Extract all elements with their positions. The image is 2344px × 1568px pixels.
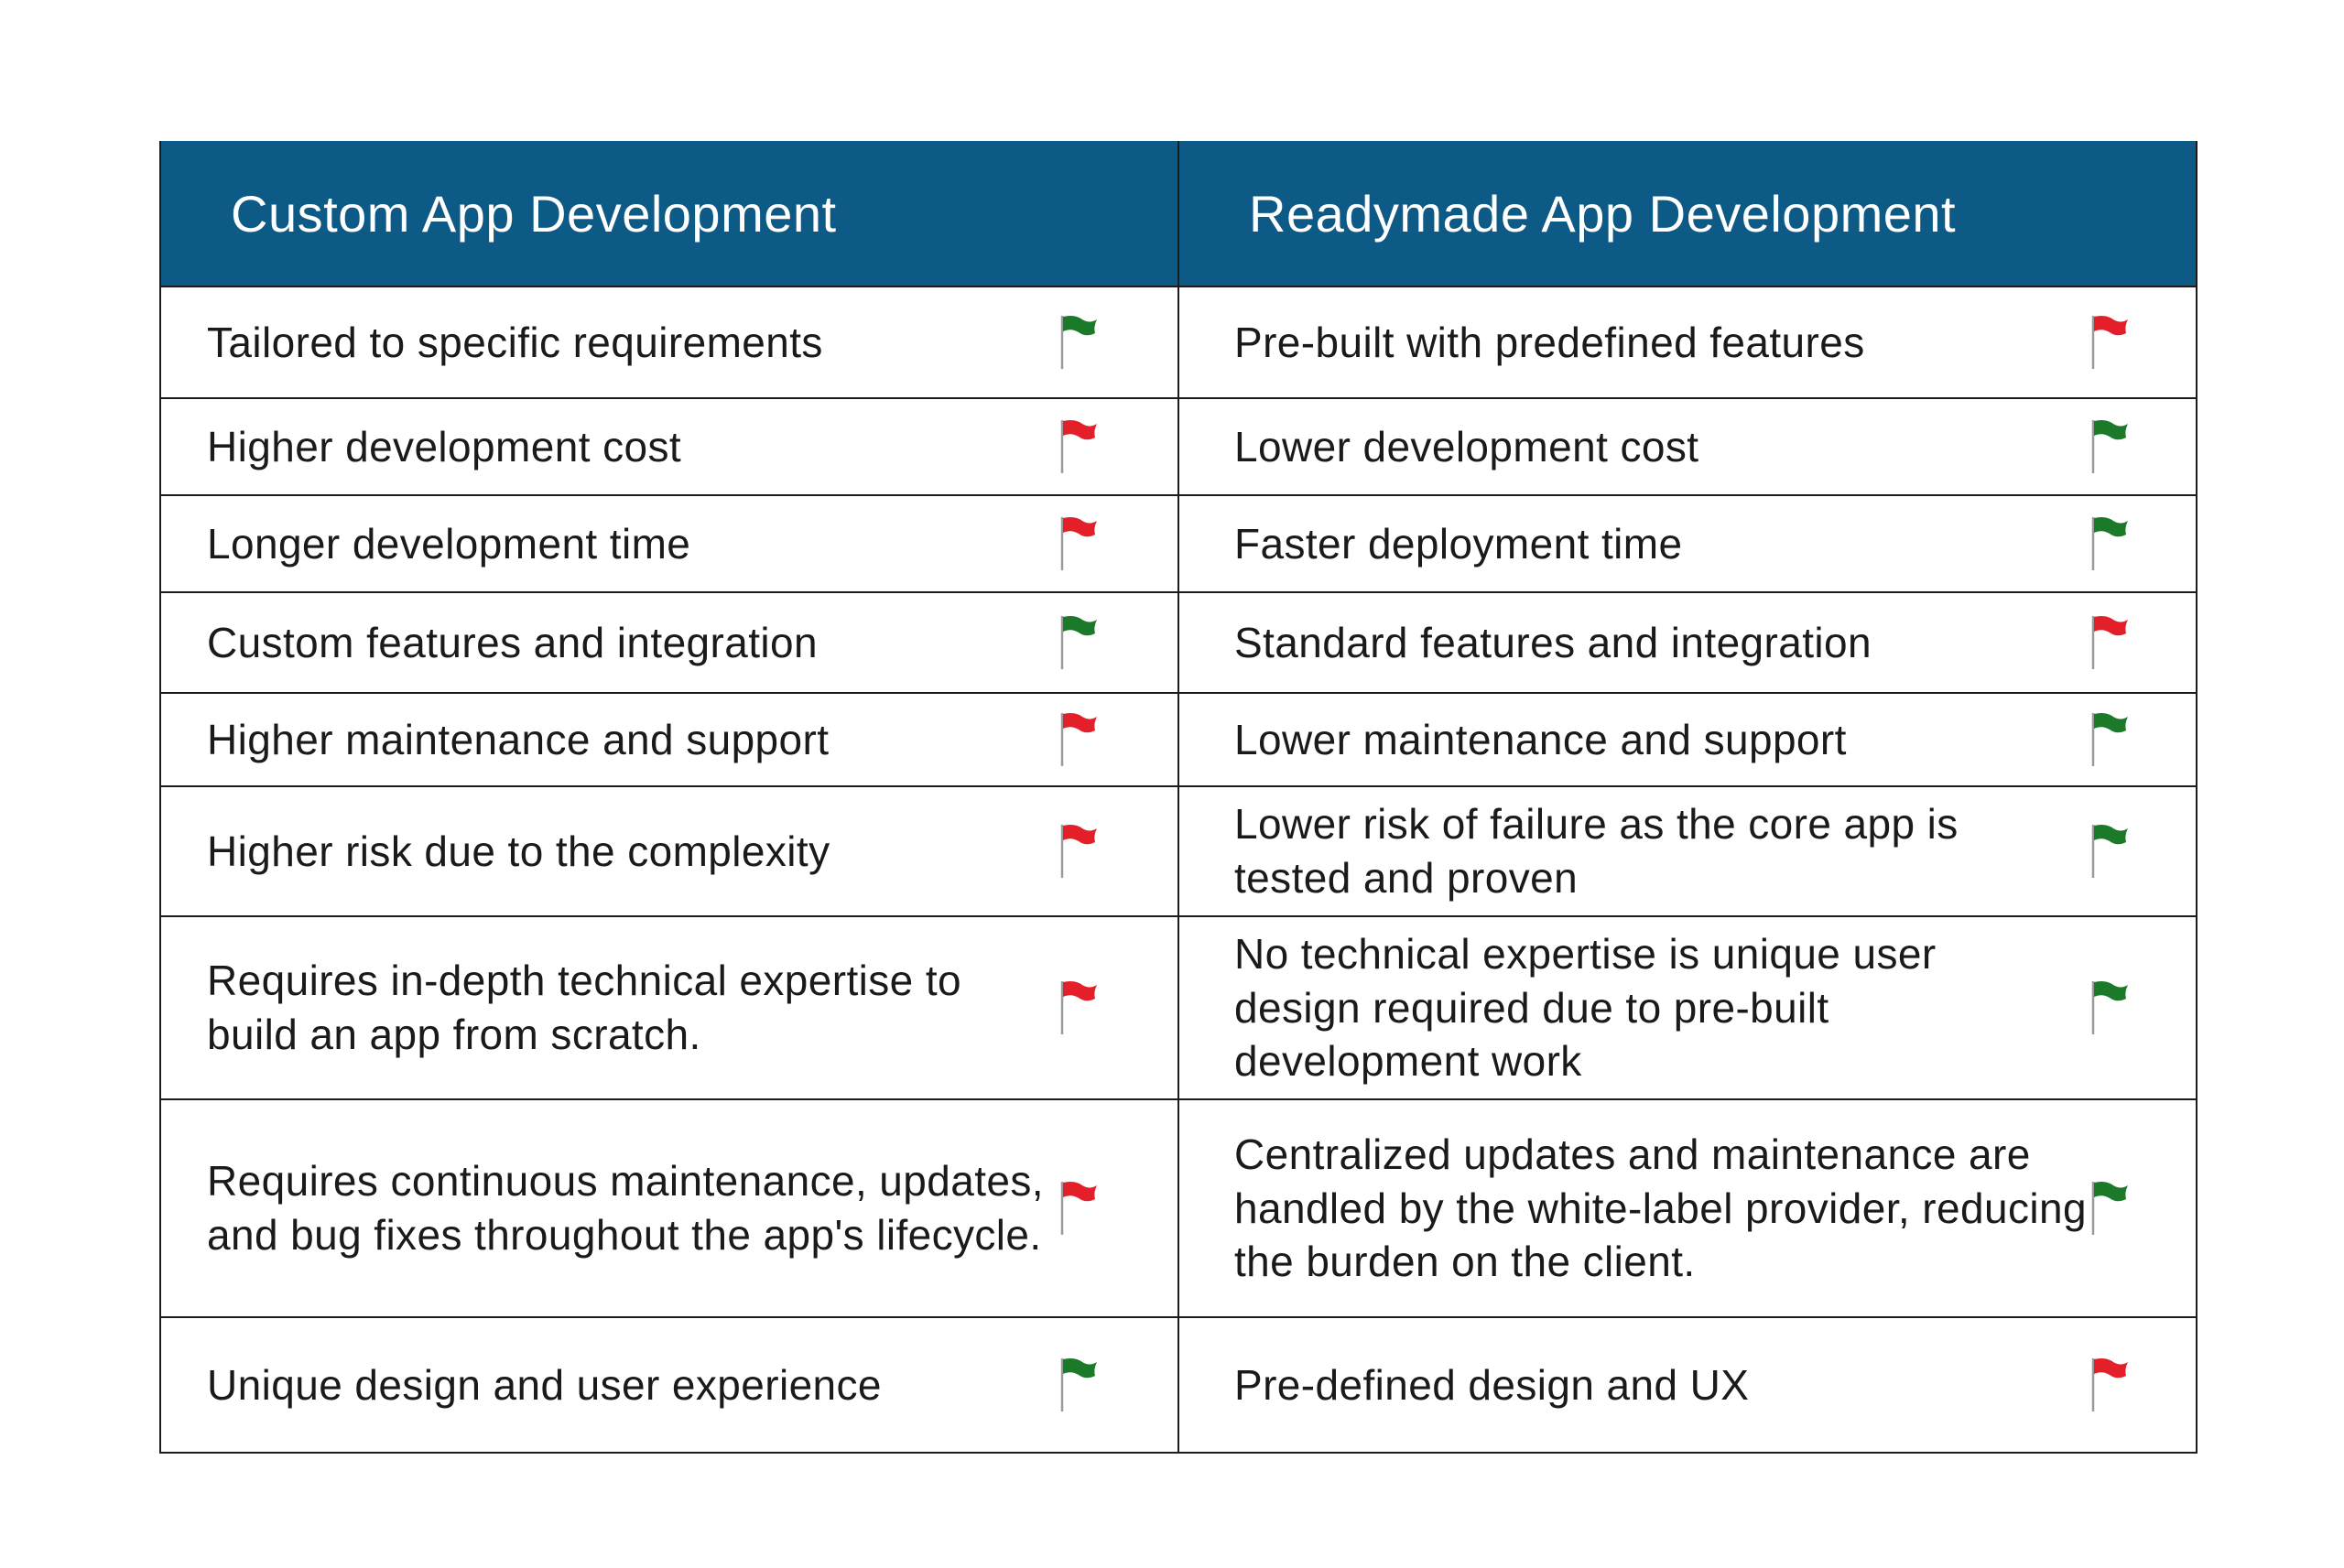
table-row [160,786,2197,916]
red-flag-icon [1058,1180,1099,1237]
cell-text: Requires continuous maintenance, updates, and bug fixes throughout the app's lifecycle. [207,1157,1044,1259]
red-flag-icon [2089,314,2130,371]
cell-text: Lower maintenance and support [1234,715,1847,763]
cell-text: Custom features and integration [207,618,819,666]
custom-cell [160,786,1178,916]
cell-text: Pre-built with predefined features [1234,318,1865,366]
cell-text: Longer development time [207,519,691,568]
custom-cell [160,693,1178,786]
table-row [160,693,2197,786]
custom-cell [160,592,1178,693]
header-readymade: Readymade App Development [1178,141,2197,287]
green-flag-icon [1058,614,1099,671]
readymade-cell [1178,916,2197,1099]
green-flag-icon [1058,314,1099,371]
cell-text: Lower risk of failure as the core app is tested and proven [1234,800,1959,902]
cell-text: Standard features and integration [1234,618,1872,666]
readymade-cell [1178,592,2197,693]
table-row [160,1099,2197,1317]
red-flag-icon [1058,979,1099,1036]
red-flag-icon [2089,1357,2130,1413]
green-flag-icon [2089,515,2130,572]
cell-text: Requires in-depth technical expertise to build an app from scratch. [207,957,962,1058]
custom-cell [160,1317,1178,1453]
readymade-cell [1178,786,2197,916]
cell-text: No technical expertise is unique user design required due to pre-built development work [1234,929,1937,1086]
green-flag-icon [2089,418,2130,475]
green-flag-icon [2089,979,2130,1036]
table-row [160,1317,2197,1453]
red-flag-icon [1058,515,1099,572]
header-row [160,141,2197,287]
comparison-table [159,141,2198,1454]
table-row [160,592,2197,693]
red-flag-icon [1058,823,1099,880]
cell-text: Lower development cost [1234,422,1699,470]
green-flag-icon [2089,823,2130,880]
readymade-cell [1178,495,2197,592]
table-row [160,398,2197,495]
table-row [160,495,2197,592]
cell-text: Pre-defined design and UX [1234,1360,1750,1409]
green-flag-icon [2089,1180,2130,1237]
custom-cell [160,398,1178,495]
header-custom: Custom App Development [160,141,1178,287]
cell-text: Centralized updates and maintenance are handled by the white-label provider, reducing the burden on the client. [1234,1130,2087,1286]
cell-text: Higher risk due to the complexity [207,827,830,875]
custom-cell [160,287,1178,398]
red-flag-icon [1058,711,1099,768]
custom-cell [160,1099,1178,1317]
readymade-cell [1178,693,2197,786]
green-flag-icon [2089,711,2130,768]
cell-text: Tailored to specific requirements [207,318,823,366]
readymade-cell [1178,287,2197,398]
readymade-cell [1178,1099,2197,1317]
custom-cell [160,495,1178,592]
custom-cell [160,916,1178,1099]
red-flag-icon [1058,418,1099,475]
table-row [160,916,2197,1099]
cell-text: Unique design and user experience [207,1360,882,1409]
cell-text: Faster deployment time [1234,519,1683,568]
readymade-cell [1178,1317,2197,1453]
green-flag-icon [1058,1357,1099,1413]
cell-text: Higher development cost [207,422,682,470]
table-row [160,287,2197,398]
red-flag-icon [2089,614,2130,671]
readymade-cell [1178,398,2197,495]
cell-text: Higher maintenance and support [207,715,830,763]
